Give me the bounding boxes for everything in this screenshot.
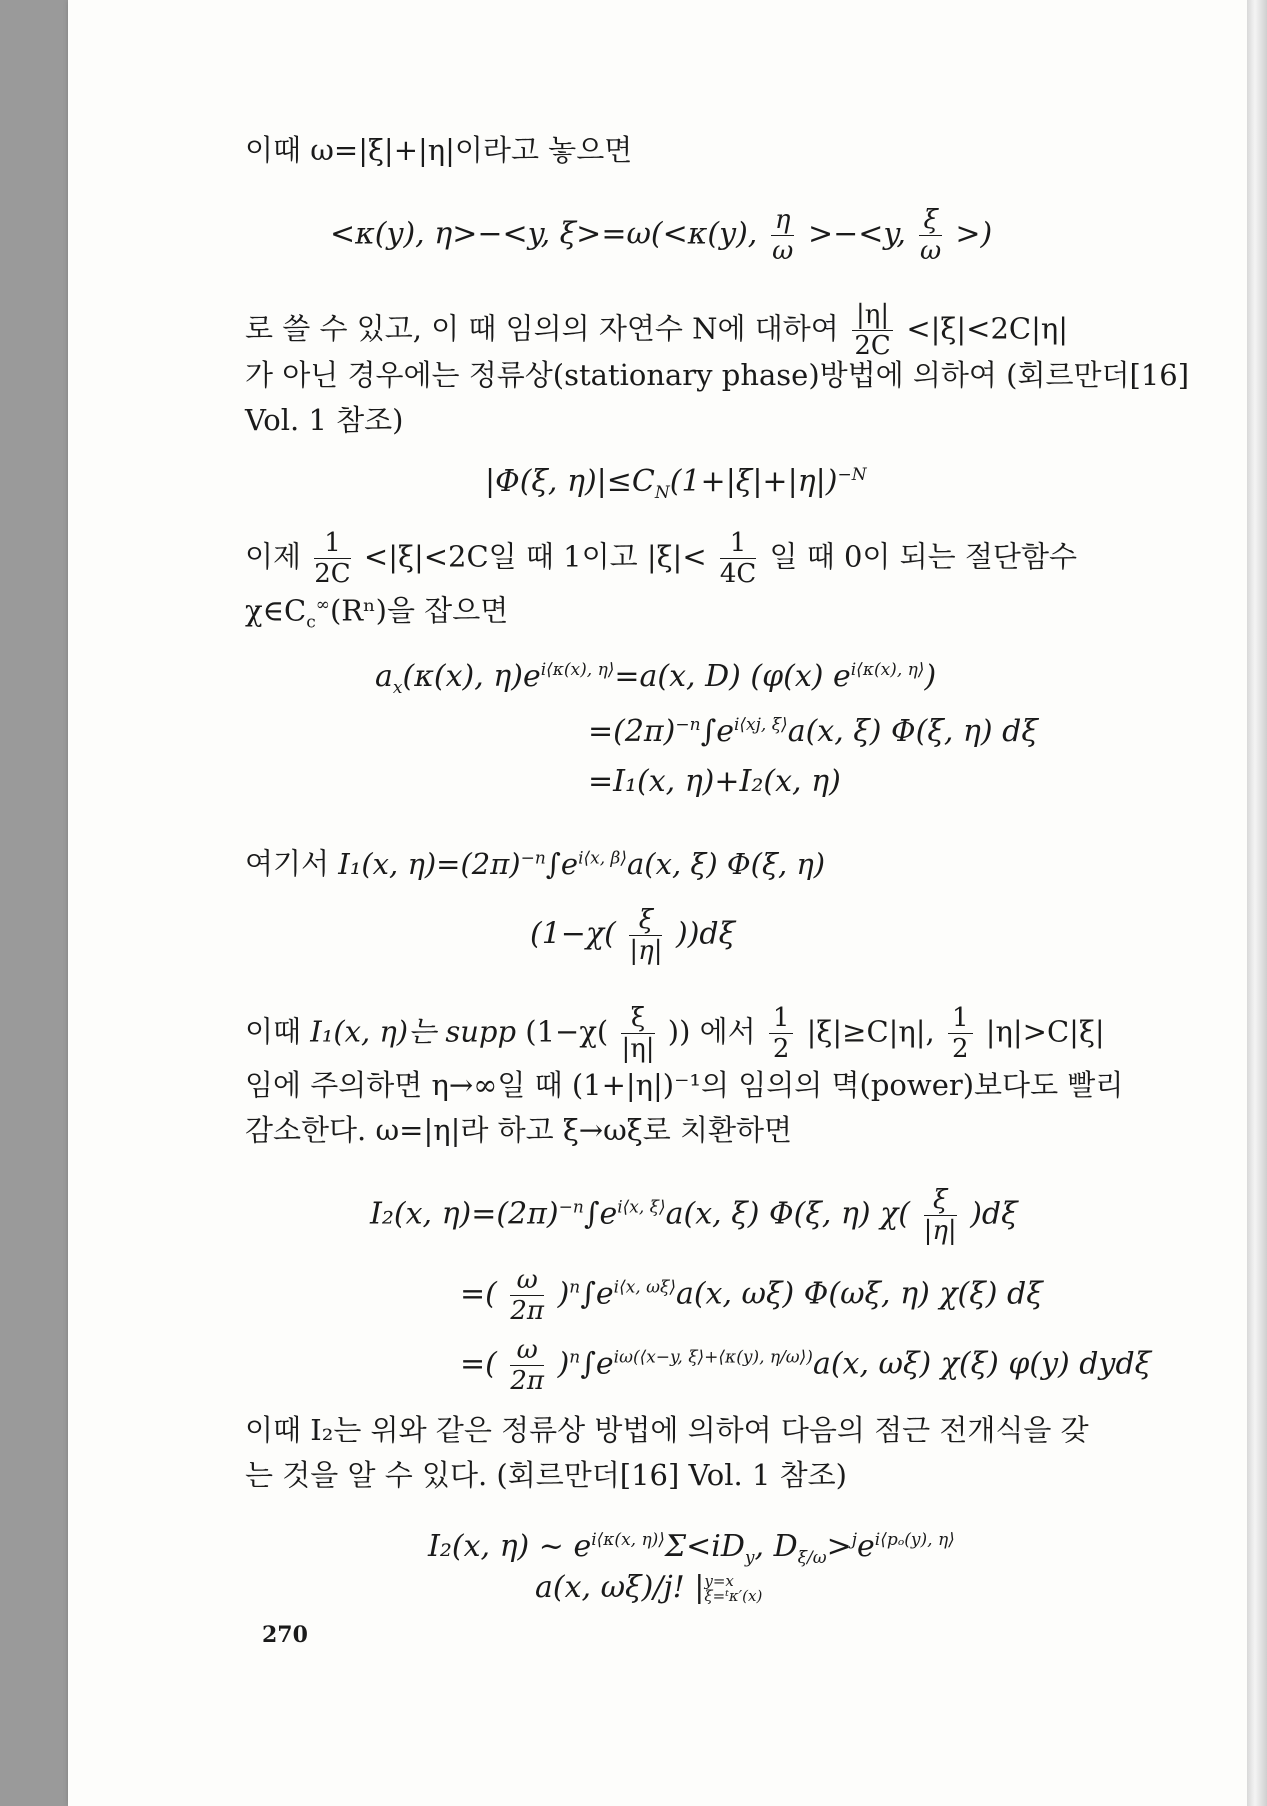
eq1-part: >−<y, bbox=[808, 216, 906, 252]
text-part: )) bbox=[667, 1014, 691, 1049]
equation-1 bbox=[330, 205, 992, 266]
text-line bbox=[245, 400, 1137, 440]
fraction: $\frac{\xi}{|\eta|}$ bbox=[621, 1003, 655, 1064]
text-line bbox=[245, 585, 1137, 642]
superscript: i⟨xj, ξ⟩ bbox=[733, 715, 788, 735]
eq-part: , D bbox=[754, 1529, 798, 1564]
evaluation-conditions bbox=[704, 1574, 762, 1604]
superscript: −N bbox=[837, 465, 867, 485]
subscript: y bbox=[744, 1548, 755, 1568]
eq-part: =( bbox=[460, 1276, 497, 1312]
eq-part: Σ<iD bbox=[664, 1529, 745, 1564]
eq2-part: (1+|ξ|+|η|) bbox=[669, 464, 838, 499]
condition: y=x bbox=[704, 1572, 734, 1590]
eq1-part: >) bbox=[955, 216, 993, 252]
text-line bbox=[245, 1455, 1137, 1495]
equation-2 bbox=[485, 455, 867, 513]
text-line-1: 이때 ω=|ξ|+|η|이라고 놓으면 bbox=[245, 133, 633, 167]
superscript: j bbox=[851, 1530, 858, 1550]
page-edge bbox=[1247, 0, 1267, 1806]
eq-part: I₂(x, η)=(2π) bbox=[370, 1196, 559, 1232]
equation-12 bbox=[535, 1568, 762, 1608]
eq-part: a(x, ωξ) Φ(ωξ, η) χ(ξ) dξ bbox=[675, 1276, 1043, 1312]
eq-part: =a(x, D) (φ(x) e bbox=[614, 659, 851, 694]
fraction: $\frac{\omega}{2\pi}$ bbox=[510, 1265, 545, 1326]
superscript: i⟨pₒ(y), η⟩ bbox=[874, 1530, 955, 1550]
eq-part: I₁(x, η)=(2π) bbox=[338, 846, 521, 881]
condition: ξ=ᵗκ′(x) bbox=[704, 1587, 763, 1605]
subscript: ξ/ω bbox=[797, 1548, 827, 1568]
text-part: (Rⁿ)을 잡으면 bbox=[329, 593, 509, 628]
page-number: 270 bbox=[262, 1622, 308, 1648]
eq-part: ∫e bbox=[545, 846, 579, 881]
superscript: −n bbox=[520, 848, 546, 868]
text-line-4: Vol. 1 참조) bbox=[245, 403, 404, 437]
superscript: i⟨κ(x, η)⟩ bbox=[591, 1530, 665, 1550]
text-line-10: 감소한다. ω=|η|라 하고 ξ→ωξ로 치환하면 bbox=[245, 1113, 793, 1147]
fraction: $\frac{\xi}{\omega}$ bbox=[920, 205, 942, 266]
eq1-part: <κ(y), η>−<y, ξ>=ω(<κ(y), bbox=[330, 216, 758, 252]
fraction: $\frac{\eta}{\omega}$ bbox=[772, 205, 794, 266]
eq-part: ) bbox=[557, 1276, 570, 1312]
text-part: |η|>C|ξ| bbox=[985, 1014, 1105, 1049]
superscript: i⟨x, β⟩ bbox=[578, 848, 627, 868]
eq-part: a(x, ξ) Φ(ξ, η) bbox=[627, 846, 826, 881]
text-line-9: 임에 주의하면 η→∞일 때 (1+|η|)⁻¹의 임의의 멱(power)보다도 빨리 bbox=[245, 1068, 1124, 1102]
eq-part: ∫e bbox=[580, 1276, 614, 1312]
fraction: $\frac{1}{2}$ bbox=[948, 1003, 973, 1064]
text-line bbox=[245, 838, 1137, 884]
equation-6 bbox=[338, 847, 825, 881]
eq-part: (κ(x), η)e bbox=[402, 659, 541, 694]
text-line bbox=[245, 1110, 1137, 1150]
superscript: −n bbox=[558, 1197, 584, 1218]
eq-part: )dξ bbox=[970, 1196, 1018, 1232]
text-part: 에서 bbox=[699, 1014, 756, 1049]
fraction: $\frac{\omega}{2\pi}$ bbox=[510, 1335, 545, 1396]
subscript-c: c bbox=[306, 612, 316, 633]
equation-5 bbox=[588, 762, 841, 802]
text-line-11: 이때 I₂는 위와 같은 정류상 방법에 의하여 다음의 점근 전개식을 갖 bbox=[245, 1413, 1089, 1447]
text-line-3: 가 아닌 경우에는 정류상(stationary phase)방법에 의하여 (회르만더[16] bbox=[245, 358, 1190, 392]
superscript: i⟨x, ωξ⟩ bbox=[613, 1277, 676, 1298]
eq-part: ))dξ bbox=[676, 916, 736, 952]
superscript: iω(⟨x−y, ξ⟩+⟨κ(y), η/ω⟩) bbox=[613, 1347, 813, 1368]
text-part: 여기서 bbox=[245, 846, 330, 881]
eq-part: a(x, ωξ)/j! | bbox=[535, 1570, 705, 1605]
text-part: 이제 bbox=[245, 539, 302, 574]
equation-9 bbox=[460, 1265, 1043, 1326]
eq-part: ∫e bbox=[700, 714, 734, 749]
superscript: i⟨κ(x), η⟩ bbox=[540, 660, 615, 680]
text-line bbox=[245, 300, 1137, 361]
text-line bbox=[245, 1410, 1137, 1450]
eq-part: ) bbox=[924, 659, 937, 694]
equation-7 bbox=[530, 905, 735, 966]
equation-8 bbox=[370, 1185, 1018, 1246]
text-line bbox=[245, 355, 1190, 395]
text-part: |ξ|≥C|η|, bbox=[806, 1014, 935, 1049]
eq-part: > bbox=[826, 1529, 852, 1564]
eq-part: ∫e bbox=[580, 1346, 614, 1382]
superscript: −n bbox=[675, 715, 701, 735]
text-line bbox=[245, 130, 1137, 170]
text-line-12: 는 것을 알 수 있다. (회르만더[16] Vol. 1 참조) bbox=[245, 1458, 847, 1492]
eq-part: ) bbox=[557, 1346, 570, 1382]
eq-part: a(x, ωξ) χ(ξ) φ(y) dydξ bbox=[812, 1346, 1152, 1382]
text-line bbox=[245, 1065, 1137, 1105]
eq-part: =( bbox=[460, 1346, 497, 1382]
subscript-x: x bbox=[392, 678, 403, 698]
fraction: $\frac{1}{4C}$ bbox=[719, 528, 757, 589]
eq-part: e bbox=[857, 1529, 875, 1564]
text-part: (1−χ( bbox=[525, 1014, 609, 1049]
fraction: $\frac{1}{2C}$ bbox=[314, 528, 351, 589]
subscript-n: N bbox=[654, 483, 670, 503]
eq-part: a(x, ξ) Φ(ξ, η) χ( bbox=[665, 1196, 911, 1232]
text-line-2: 로 쓸 수 있고, 이 때 임의의 자연수 N에 대하여 bbox=[245, 311, 839, 346]
text-part: χ∈C bbox=[245, 593, 307, 628]
eq-part: I₂(x, η) ~ e bbox=[428, 1529, 592, 1564]
equation-4 bbox=[588, 705, 1038, 752]
superscript: n bbox=[569, 1277, 581, 1298]
superscript: i⟨x, ξ⟩ bbox=[617, 1197, 666, 1218]
superscript-inf: ∞ bbox=[315, 595, 330, 615]
text-line-2b: <|ξ|<2C|η| bbox=[906, 311, 1069, 346]
fraction: $\frac{\xi}{|\eta|}$ bbox=[923, 1185, 957, 1246]
text-part: 이때 bbox=[245, 1014, 302, 1049]
equation-10 bbox=[460, 1335, 1151, 1396]
superscript: i⟨κ(x), η⟩ bbox=[850, 660, 925, 680]
text-line bbox=[245, 1003, 1137, 1064]
eq-part: =(2π) bbox=[588, 714, 676, 749]
eq-part: (1−χ( bbox=[530, 916, 616, 952]
equation-3 bbox=[375, 650, 936, 708]
eq-part: a(x, ξ) Φ(ξ, η) dξ bbox=[787, 714, 1038, 749]
fraction: $\frac{1}{2}$ bbox=[769, 1003, 794, 1064]
fraction: $\frac{|\eta|}{2C}$ bbox=[852, 300, 893, 361]
superscript: n bbox=[569, 1347, 581, 1368]
eq-part: ∫e bbox=[583, 1196, 618, 1232]
text-part: 일 때 0이 되는 절단함수 bbox=[769, 539, 1077, 574]
eq-part: a bbox=[375, 659, 393, 694]
text-line bbox=[245, 528, 1137, 589]
fraction: $\frac{\xi}{|\eta|}$ bbox=[629, 905, 663, 966]
eq-part: =I₁(x, η)+I₂(x, η) bbox=[588, 764, 841, 799]
text-part: I₁(x, η)는 supp bbox=[310, 1014, 517, 1049]
eq2-part: |Φ(ξ, η)|≤C bbox=[485, 464, 655, 499]
text-part: <|ξ|<2C일 때 1이고 |ξ|< bbox=[363, 539, 707, 574]
